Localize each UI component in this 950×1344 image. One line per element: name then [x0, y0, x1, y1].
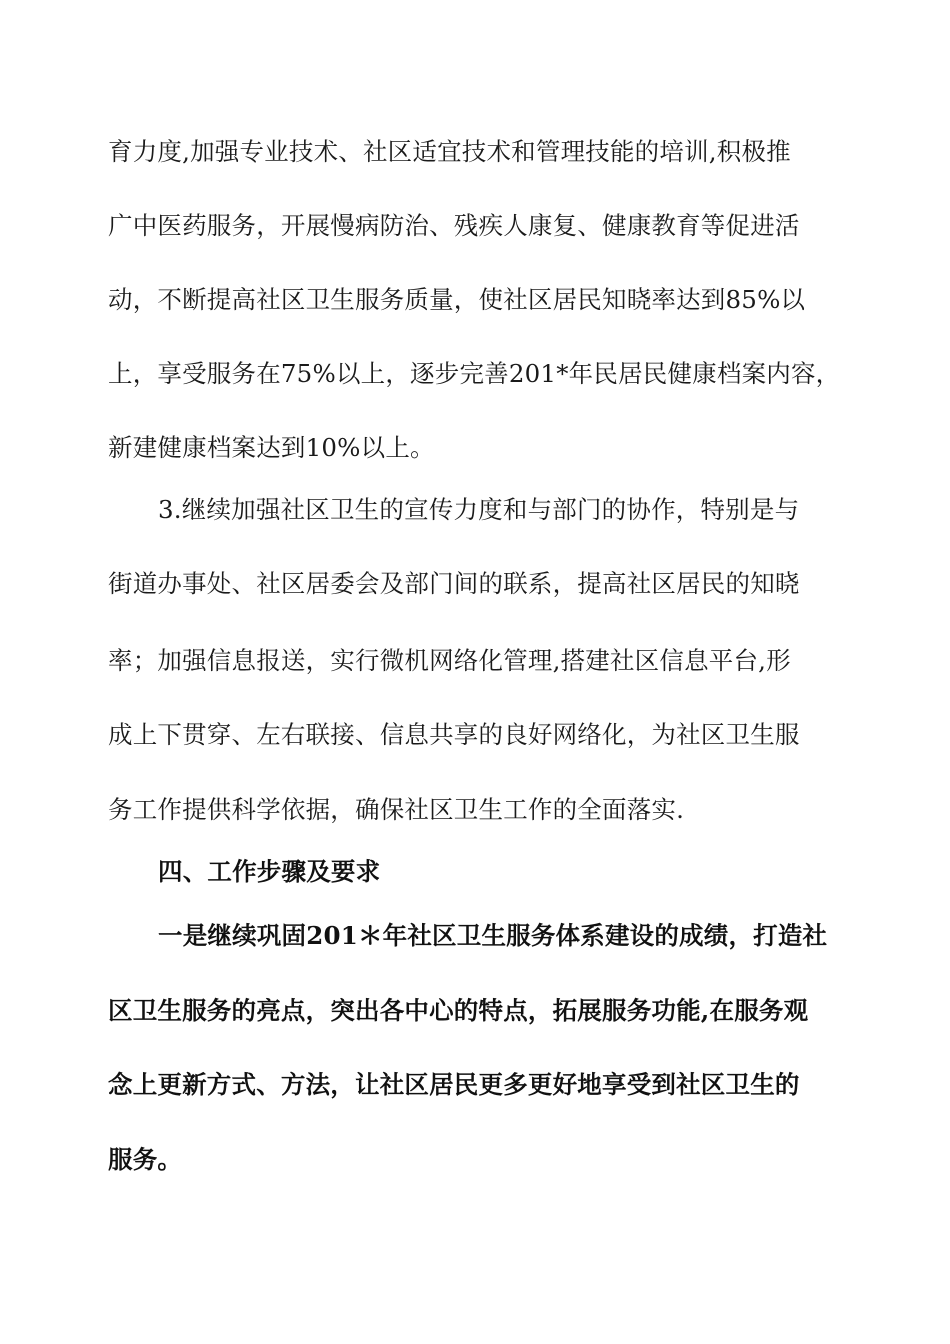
paragraph-3-line-4: 服务。	[108, 1145, 183, 1174]
paragraph-2-line-2: 街道办事处、社区居委会及部门间的联系，提高社区居民的知晓	[108, 569, 800, 598]
paragraph-3-line-3: 念上更新方式、方法，让社区居民更多更好地享受到社区卫生的	[108, 1070, 800, 1099]
paragraph-2-line-5: 务工作提供科学依据，确保社区卫生工作的全面落实.	[108, 795, 685, 824]
paragraph-1-line-4: 上，享受服务在75%以上，逐步完善201*年民居民健康档案内容，	[108, 359, 841, 388]
paragraph-2-line-1: 3.继续加强社区卫生的宣传力度和与部门的协作，特别是与	[158, 495, 800, 524]
paragraph-2-line-3: 率；加强信息报送，实行微机网络化管理,搭建社区信息平台,形	[108, 646, 791, 675]
paragraph-3-line-2: 区卫生服务的亮点，突出各中心的特点，拓展服务功能,在服务观	[108, 996, 809, 1025]
paragraph-1-line-2: 广中医药服务，开展慢病防治、残疾人康复、健康教育等促进活	[108, 211, 800, 240]
paragraph-2-line-4: 成上下贯穿、左右联接、信息共享的良好网络化，为社区卫生服	[108, 720, 800, 749]
section-heading: 四、工作步骤及要求	[158, 857, 381, 886]
paragraph-1-line-1: 育力度,加强专业技术、社区适宜技术和管理技能的培训,积极推	[108, 137, 791, 166]
paragraph-3-line-1: 一是继续巩固201＊年社区卫生服务体系建设的成绩，打造社	[158, 921, 828, 950]
paragraph-1-line-3: 动，不断提高社区卫生服务质量，使社区居民知晓率达到85%以	[108, 285, 806, 314]
paragraph-1-line-5: 新建健康档案达到10%以上。	[108, 433, 435, 462]
